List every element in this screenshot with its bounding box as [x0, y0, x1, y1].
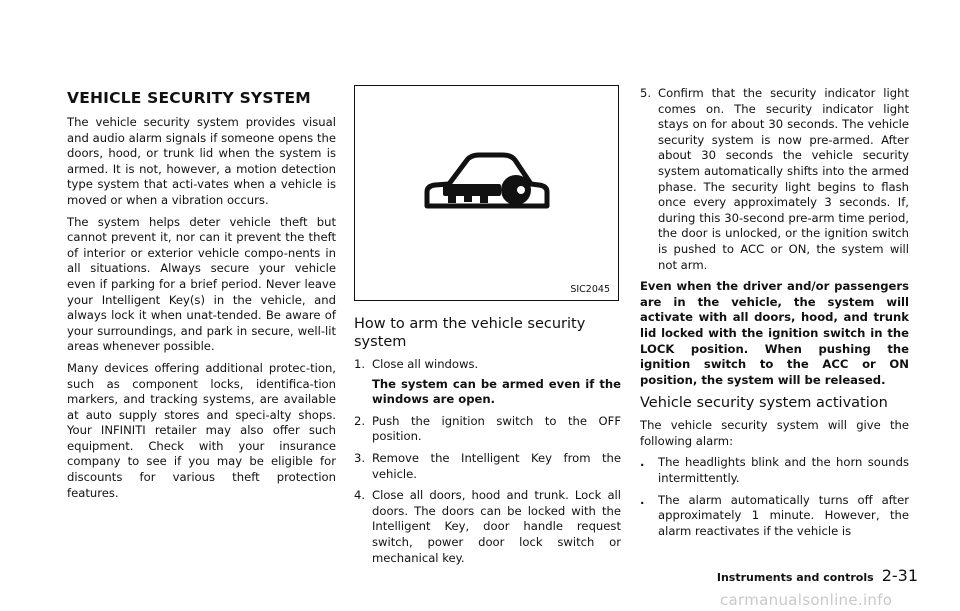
bullet-item — [640, 493, 909, 540]
activation-intro: The vehicle security system will give the following alarm: — [640, 418, 909, 448]
bullet-marker: . — [640, 455, 645, 470]
column-right — [640, 86, 909, 545]
arm-subtitle: How to arm the vehicle security system — [354, 316, 586, 350]
bullet-marker: . — [640, 492, 645, 507]
step-text: Remove the Intelligent Key from the vehicle. — [372, 450, 621, 481]
driver-present-paragraph: Even when the driver and/or passengers are in the vehicle, the system will activate with all doors, hood, and trunk lid locked with the ignition switch in the LOCK position. When pushing the ignition switch to the ACC or ON position, the system will be released. — [640, 279, 909, 387]
step-note: The system can be armed even if the windows are open. — [372, 376, 621, 407]
arm-steps-list — [354, 357, 621, 566]
step-number: 1. — [354, 357, 366, 371]
step-text: Close all windows. — [372, 357, 479, 371]
page-footer — [717, 566, 918, 585]
deterrence-paragraph: The system helps deter vehicle theft but cannot prevent it, nor can it prevent the theft of interior or exterior vehicle compo-nents in all situations. Always secure your vehicle even if parking for a brief period. Never leave your Intelligent Key(s) in the vehicle, and always lock it when unat-tended. Be aware of your surroundings, and park in secure, well-lit areas whenever possible. — [67, 214, 336, 354]
activation-subtitle: Vehicle security system activation — [640, 395, 888, 412]
column-middle — [354, 85, 621, 572]
step-number: 5. — [640, 86, 652, 100]
column-left — [67, 88, 336, 507]
bullet-text: The alarm automatically turns off after approximately 1 minute. However, the alarm reactivates if the vehicle is — [658, 492, 909, 538]
bullet-text: The headlights blink and the horn sounds intermittently. — [658, 455, 909, 486]
step-number: 3. — [354, 450, 366, 465]
watermark: carmanualsonline.info — [720, 591, 893, 609]
alarm-bullets-list — [640, 455, 909, 539]
step-text: Push the ignition switch to the OFF position. — [372, 413, 621, 444]
additional-devices-paragraph: Many devices offering additional protec-tion, such as component locks, identifica-tion markers, and tracking systems, are available at auto supply stores and speci-alty shops. Your INFINITI retailer may also offer such equipment. Check with your insurance company to see if you may be eligible for discounts for various theft protection features. — [67, 360, 336, 500]
step-5 — [640, 86, 909, 273]
figure-caption: SIC2045 — [570, 284, 610, 295]
step-text: Confirm that the security indicator light comes on. The security indicator light stays on for about 30 seconds. The vehicle security system is now pre-armed. After about 30 seconds the vehicle security system automatically shifts into the armed phase. The security light begins to flash once every approximately 3 seconds. If, during this 30-second pre-arm time period, the door is unlocked, or the ignition switch is pushed to ACC or ON, the system will not arm. — [658, 86, 909, 272]
step-3 — [354, 451, 621, 482]
bullet-item — [640, 455, 909, 486]
section-title: VEHICLE SECURITY SYSTEM — [67, 89, 311, 107]
chapter-name: Instruments and controls — [716, 571, 874, 584]
step-number: 4. — [354, 488, 366, 503]
step-1 — [354, 357, 621, 408]
page-number: 2-31 — [881, 566, 918, 585]
security-indicator-figure — [354, 85, 619, 301]
car-key-icon — [421, 140, 551, 220]
intro-paragraph: The vehicle security system provides visual and audio alarm signals if someone opens the doors, hood, or trunk lid when the system is armed. It is not, however, a motion detection type system that acti-vates when a vehicle is moved or when a vibration occurs. — [67, 115, 336, 207]
step-2 — [354, 414, 621, 445]
step-text: Close all doors, hood and trunk. Lock all doors. The doors can be locked with the Intelligent Key, door handle request switch, power door lock switch or mechanical key. — [372, 488, 621, 565]
step-4 — [354, 488, 621, 566]
step-number: 2. — [354, 413, 366, 428]
